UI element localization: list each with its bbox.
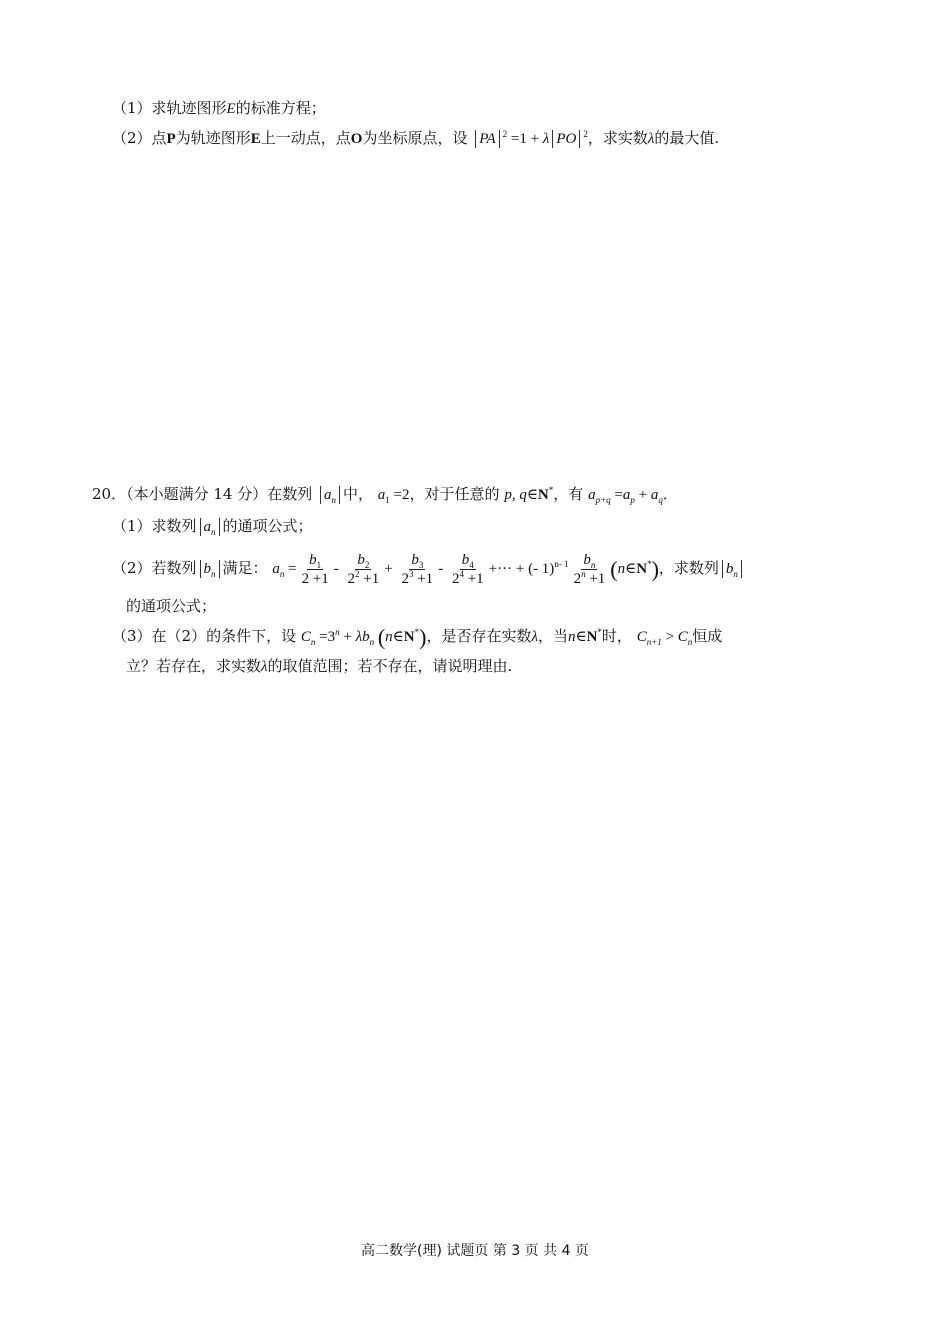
formula-cn: $C_n =3^n + \lambda b_n$ (n∈N*) xyxy=(300,624,427,650)
q20-header xyxy=(92,482,678,507)
math-var: E xyxy=(250,131,261,147)
formula-seq-an: $a_n$ xyxy=(200,518,220,536)
question-number: 20． xyxy=(92,485,127,503)
text: 中， xyxy=(343,485,374,503)
q20-part1 xyxy=(112,514,313,538)
text: 的通项公式； xyxy=(222,517,313,535)
text: 上一动点，点 xyxy=(260,129,351,147)
formula-bn-series: $a_n$ = $\frac{b_1}{2 +1}$ - $\frac{b_2}{2^2 +1}$ + $\frac{b_3}{2^3 +1}$ - $\frac{b_4}{2^4 +1}$ +··· + (- 1)$^{n- 1}$ $\frac{b_n}{2^n +1}$ (n∈N*) xyxy=(272,552,659,588)
q20-part2-cont xyxy=(126,594,216,618)
text: 的通项公式； xyxy=(126,597,217,615)
formula-seq-bn: $b_n$ xyxy=(200,560,220,578)
q20-part2 xyxy=(112,546,745,592)
text: 的最大值. xyxy=(654,129,720,147)
text: 为坐标原点，设 xyxy=(362,129,468,147)
math-var: P xyxy=(166,131,176,147)
text: ，是否存在实数 xyxy=(426,627,532,645)
formula-n-in-n: n∈N* xyxy=(567,627,602,645)
text: （3）在（2）的条件下，设 xyxy=(112,627,297,645)
text: （本小题满分 14 分）在数列 xyxy=(126,485,313,503)
q19-part1 xyxy=(112,96,326,121)
text: 立？若存在，求实数 xyxy=(126,657,262,675)
math-var: λ xyxy=(647,131,655,147)
text: 恒成 xyxy=(692,627,723,645)
q19-part2 xyxy=(112,126,719,151)
text: 的取值范围；若不存在，请说明理由. xyxy=(267,657,513,675)
formula-pq-in-n: p, q∈N* xyxy=(504,485,554,503)
formula-a1: $a_1 =2$ xyxy=(377,487,410,505)
math-var: O xyxy=(350,131,363,147)
text: 时， xyxy=(601,627,632,645)
q20-part3-cont xyxy=(126,654,512,679)
math-var: λ xyxy=(531,629,538,645)
math-var: λ xyxy=(261,659,268,675)
text: ，有 xyxy=(553,485,584,503)
formula-pa-po: PA $^2$ =1 + λ PO $^2$ xyxy=(472,131,588,147)
text: （2）若数列 xyxy=(112,559,197,577)
text: ，对于任意的 xyxy=(409,485,500,503)
math-var: E xyxy=(226,101,236,117)
text: （1）求轨迹图形 xyxy=(112,99,227,117)
text: ． xyxy=(662,485,678,503)
page-footer: 高二数学(理) 试题页 第 3 页 共 4 页 xyxy=(361,1243,589,1259)
text: （1）求数列 xyxy=(112,517,197,535)
text: ，求数列 xyxy=(658,559,719,577)
text: 为轨迹图形 xyxy=(175,129,251,147)
formula-seq-an: $a_n$ xyxy=(320,486,340,504)
text: 的标准方程； xyxy=(235,99,326,117)
text: ，求实数 xyxy=(587,129,648,147)
text: ，当 xyxy=(537,627,568,645)
formula-seq-bn: $b_n$ xyxy=(722,560,742,578)
text: （2）点 xyxy=(112,129,167,147)
text: 满足： xyxy=(222,559,268,577)
q20-part3 xyxy=(112,624,722,650)
formula-recurrence: $a_{p+q} =a_p + a_q$ xyxy=(588,487,663,505)
formula-cn-increasing: $C_{n+1} > C_n$ xyxy=(636,629,693,647)
